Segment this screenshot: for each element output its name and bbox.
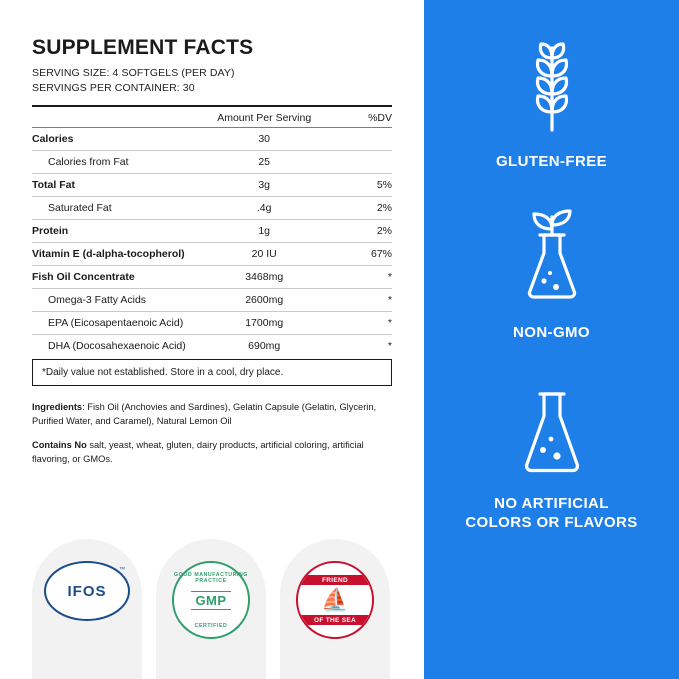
feature-label-line-2: COLORS OR FLAVORS [465,514,638,531]
nutrient-dv: 2% [324,220,392,243]
nutrient-dv: 67% [324,243,392,266]
gmp-arc-bottom-text: CERTIFIED [194,623,228,629]
features-panel [424,0,679,679]
fots-band-top-text: FRIEND [298,575,372,585]
nutrient-name: Protein [32,220,205,243]
gmp-arc-top-text: GOOD MANUFACTURING PRACTICE [174,572,248,584]
supplement-facts-table [32,105,392,357]
feature-label-gluten-free: GLUTEN-FREE [495,153,608,170]
badge-card-gmp [156,539,266,679]
nutrient-amount: 1g [205,220,324,243]
nutrient-name: Total Fat [32,174,205,197]
feature-non-gmo [424,205,679,342]
ingredients-text: : Fish Oil (Anchovies and Sardines), Gelatin Capsule (Gelatin, Glycerin, Purified Water, and Caramel), Natural Lemon Oil [32,402,377,426]
gmp-seal-icon [172,561,250,639]
nutrient-dv: * [324,312,392,335]
table-row [32,335,392,358]
nutrient-amount: 1700mg [205,312,324,335]
wheat-icon [515,34,589,138]
ingredients-label: Ingredients [32,402,83,412]
nutrient-name: Vitamin E (d-alpha-tocopherol) [32,243,205,266]
column-header-dv: %DV [324,106,392,128]
ifos-trademark: ™ [119,567,126,573]
table-row [32,151,392,174]
feature-label-non-gmo: NON-GMO [513,324,590,341]
table-row [32,174,392,197]
nutrient-dv: * [324,289,392,312]
nutrient-amount: 2600mg [205,289,324,312]
serving-size: SERVING SIZE: 4 SOFTGELS (PER DAY) [32,67,235,79]
contains-no-text: salt, yeast, wheat, gluten, dairy products, artificial coloring, artificial flavoring, or GMOs. [32,440,364,464]
ifos-seal-icon [44,561,130,621]
feature-gluten-free [424,34,679,171]
certification-badges [32,539,392,679]
nutrient-dv: * [387,340,392,352]
nutrient-name: Calories from Fat [32,151,205,174]
column-header-nutrient [32,106,205,128]
table-row [32,197,392,220]
table-row [32,243,392,266]
nutrient-amount: 3468mg [205,266,324,289]
table-row [32,220,392,243]
fots-band-bottom-text: OF THE SEA [298,615,372,625]
nutrient-name: Saturated Fat [32,197,205,220]
flask-icon [510,376,594,480]
nutrient-dv [324,128,392,151]
nutrient-name: Fish Oil Concentrate [32,266,205,289]
nutrient-name: Calories [32,128,205,151]
plant-flask-icon [510,205,594,309]
nutrient-dv: * [324,266,392,289]
feature-no-artificial [424,376,679,532]
contains-no-paragraph [32,438,392,466]
table-row [32,266,392,289]
table-row [32,128,392,151]
table-row [32,312,392,335]
ifos-seal-text: IFOS [67,582,107,600]
fots-registered-mark: ® [362,569,367,575]
nutrient-name: DHA (Docosahexaenoic Acid) [48,340,186,352]
nutrient-amount: 690mg [248,340,281,352]
badge-card-friend-of-the-sea [280,539,390,679]
nutrient-amount: .4g [205,197,324,220]
badge-card-ifos [32,539,142,679]
friend-of-the-sea-seal-icon [296,561,374,639]
table-header-row [32,106,392,128]
nutrient-dv [324,151,392,174]
page-title: SUPPLEMENT FACTS [32,36,254,59]
nutrient-dv: 5% [324,174,392,197]
nutrient-amount: 30 [205,128,324,151]
daily-value-footnote: *Daily value not established. Store in a cool, dry place. [32,359,392,386]
nutrient-amount: 25 [205,151,324,174]
nutrient-name: Omega-3 Fatty Acids [32,289,205,312]
table-row [32,289,392,312]
gmp-seal-text: GMP [191,591,230,610]
column-header-amount: Amount Per Serving [205,106,324,128]
contains-no-label: Contains No [32,440,87,450]
servings-per-container: SERVINGS PER CONTAINER: 30 [32,82,195,94]
nutrient-dv: 2% [324,197,392,220]
feature-label-line-1: NO ARTIFICIAL [494,495,609,512]
nutrient-name: EPA (Eicosapentaenoic Acid) [32,312,205,335]
feature-label-no-artificial [465,494,637,532]
sailboat-icon: ⛵ [321,587,349,612]
nutrient-amount: 3g [205,174,324,197]
ingredients-paragraph [32,400,392,428]
nutrient-amount: 20 IU [205,243,324,266]
